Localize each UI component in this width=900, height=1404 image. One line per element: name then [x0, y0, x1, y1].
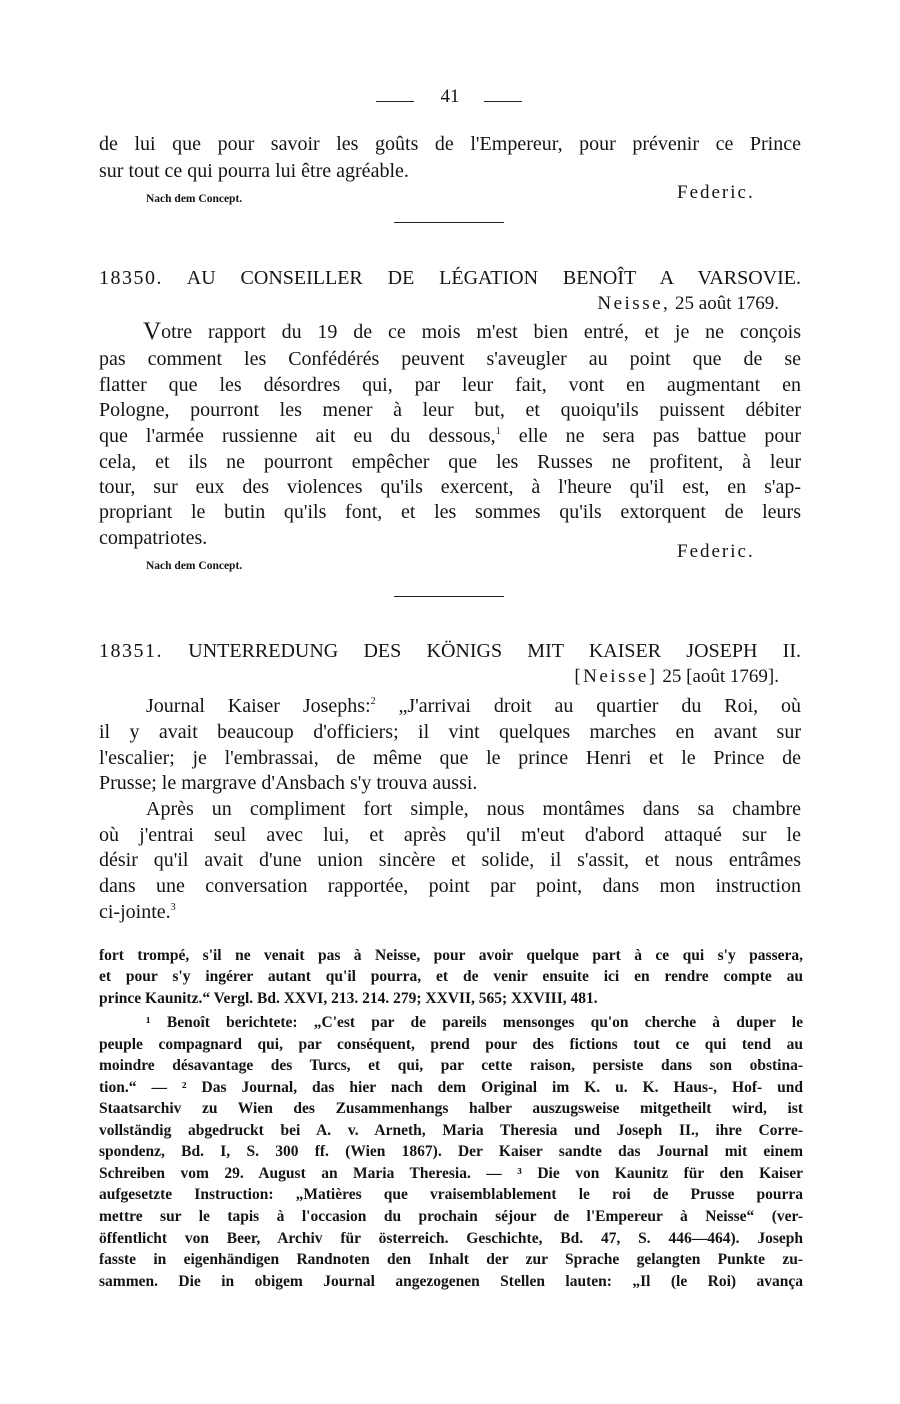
- text-line: propriant le butin qu'ils font, et les sommes qu'ils extorquent de leurs: [99, 501, 801, 523]
- letter-heading: [99, 639, 801, 663]
- text-segment: que l'armée russienne ait eu du dessous,: [99, 425, 496, 447]
- letter-number: 18350.: [99, 267, 163, 289]
- footnote-line: öffentlicht von Beer, Archiv für österreich. Geschichte, Bd. 47, S. 446—464). Joseph: [99, 1230, 803, 1247]
- footnote-ref: 3: [170, 902, 176, 913]
- text-line: pas comment les Confédérés peuvent s'aveugler au point que de se: [99, 348, 801, 370]
- letter-number: 18351.: [99, 640, 163, 662]
- text-segment: elle ne sera pas battue pour: [518, 425, 801, 447]
- text-line: flatter que les désordres qui, par leur fait, vont en augmentant en: [99, 374, 801, 396]
- footnote-line: tion.“ — ² Das Journal, das hier nach dem Original im K. u. K. Haus-, Hof- und: [99, 1079, 803, 1096]
- footnote-ref: 2: [370, 696, 376, 707]
- text-line: tour, sur eux des violences qu'ils exercent, à l'heure qu'il est, en s'ap-: [99, 476, 801, 498]
- signature: Federic.: [677, 541, 755, 562]
- text-line: compatriotes.: [99, 527, 208, 549]
- letter-title: AU CONSEILLER DE LÉGATION BENOÎT A VARSOVIE.: [186, 267, 802, 289]
- footnote-ref: 1: [495, 426, 501, 437]
- footnote-line: fort trompé, s'il ne venait pas à Neisse, pour avoir quelque part à ce qui s'y passera,: [99, 947, 803, 964]
- section-rule: [394, 222, 504, 223]
- text-line: où j'entrai seul avec lui, et après qu'il m'eut d'abord attaqué sur le: [99, 824, 801, 846]
- text-line: [99, 320, 801, 344]
- text-line: Prusse; le margrave d'Ansbach s'y trouva aussi.: [99, 772, 478, 794]
- dateline: [597, 293, 779, 315]
- header-dash-left: [376, 101, 414, 102]
- dateline-place: Neisse,: [597, 293, 671, 314]
- text-line: de lui que pour savoir les goûts de l'Empereur, pour prévenir ce Prince: [99, 133, 801, 155]
- text-segment: Journal Kaiser Josephs:: [146, 695, 371, 717]
- dateline-date: 25 août 1769.: [675, 293, 779, 314]
- footnote-line: spondenz, Bd. I, S. 300 ff. (Wien 1867). Der Kaiser sandte das Journal mit einem: [99, 1143, 803, 1160]
- letter-title: UNTERREDUNG DES KÖNIGS MIT KAISER JOSEPH II.: [188, 640, 802, 662]
- text-line: [99, 424, 801, 448]
- section-rule: [394, 596, 504, 597]
- footnote-line: aufgesetzte Instruction: „Matières que vraisemblablement le roi de Prusse pourra: [99, 1186, 803, 1203]
- footnote-line: vollständig abgedruckt bei A. v. Arneth, Maria Theresia und Joseph II., ihre Corre-: [99, 1122, 803, 1139]
- footnote-line: Schreiben vom 29. August an Maria Theresia. — ³ Die von Kaunitz für den Kaiser: [99, 1165, 803, 1182]
- signature: Federic.: [677, 182, 755, 203]
- text-line: Après un compliment fort simple, nous montâmes dans sa chambre: [146, 798, 801, 820]
- source-note: Nach dem Concept.: [146, 193, 243, 205]
- dateline-place: [Neisse]: [574, 666, 658, 687]
- text-line: sur tout ce qui pourra lui être agréable.: [99, 160, 409, 182]
- footnote-line: ¹ Benoît berichtete: „C'est par de pareils mensonges qu'on cherche à duper le: [146, 1014, 803, 1031]
- footnote-line: sammen. Die in obigem Journal angezogenen Stellen lauten: „Il (le Roi) avança: [99, 1273, 803, 1290]
- text-line: cela, et ils ne pourront empêcher que les Russes ne profitent, à leur: [99, 451, 801, 473]
- drop-initial: V: [143, 318, 162, 345]
- footnote-line: peuple compagnard qui, par conséquent, prend pour des fictions tout ce qui tend au: [99, 1036, 803, 1053]
- footnote-line: fasste in eigenhändigen Randnoten den Inhalt der zur Sprache gelangten Punkte zu-: [99, 1251, 803, 1268]
- text-line-rest: otre rapport du 19 de ce mois m'est bien entré, et je ne conçois: [161, 321, 801, 343]
- footnote-line: prince Kaunitz.“ Vergl. Bd. XXVI, 213. 214. 279; XXVII, 565; XXVIII, 481.: [99, 990, 598, 1007]
- text-line: Pologne, pourront les mener à leur but, et quoiqu'ils puissent débiter: [99, 399, 801, 421]
- text-line: [146, 694, 801, 718]
- page-number: 41: [440, 86, 460, 107]
- letter-heading: [99, 266, 801, 290]
- source-note: Nach dem Concept.: [146, 560, 243, 572]
- text-line: désir qu'il avait d'une union sincère et solide, il s'assit, et nous entrâmes: [99, 849, 801, 871]
- text-segment: ci-jointe.: [99, 901, 171, 923]
- footnote-line: Staatsarchiv zu Wien des Zusammenhangs halber auszugsweise mitgetheilt wird, ist: [99, 1100, 803, 1117]
- dateline-date: 25 [août 1769].: [662, 666, 779, 687]
- text-segment: „J'arrivai droit au quartier du Roi, où: [398, 695, 802, 717]
- text-line: dans une conversation rapportée, point par point, dans mon instruction: [99, 875, 801, 897]
- text-line: l'escalier; je l'embrassai, de même que le prince Henri et le Prince de: [99, 747, 801, 769]
- header-dash-right: [484, 101, 522, 102]
- footnote-line: mettre sur le tapis à l'occasion du prochain séjour de l'Empereur à Neisse“ (ver-: [99, 1208, 803, 1225]
- dateline: [574, 666, 779, 688]
- footnote-line: et pour s'y ingérer autant qu'il pourra, et de venir ensuite ici en rendre compte au: [99, 968, 803, 985]
- text-line: il y avait beaucoup d'officiers; il vint quelques marches en avant sur: [99, 721, 801, 743]
- footnote-line: moindre désavantage des Turcs, et qui, par cette raison, persiste dans son obstina-: [99, 1057, 803, 1074]
- text-line: [99, 900, 801, 924]
